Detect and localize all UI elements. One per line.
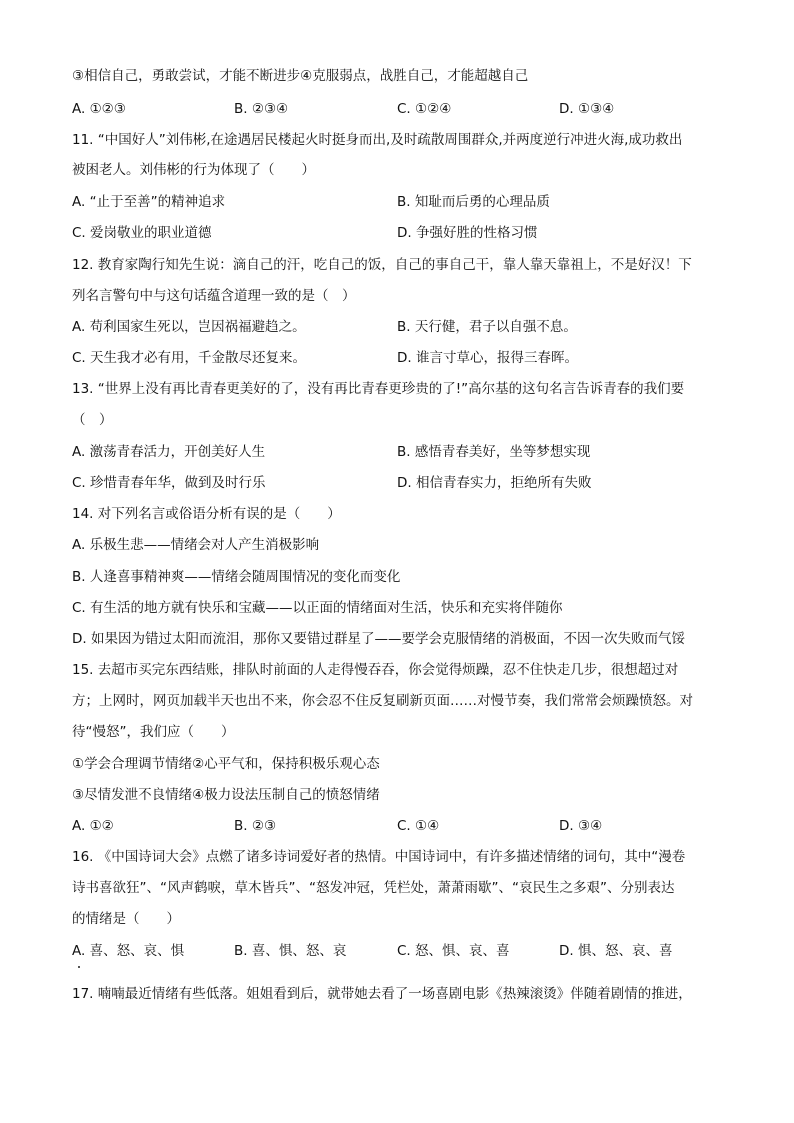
q16-option-c: C. 怒、惧、哀、喜 — [397, 943, 510, 959]
q14-option-b: B. 人逢喜事精神爽——情绪会随周围情况的变化而变化 — [72, 569, 401, 585]
q16-option-a: A. 喜、怒、哀、惧 — [72, 943, 185, 959]
q16-stem-line2: 诗书喜欲狂”、“风声鹤唳，草木皆兵”、“怒发冲冠，凭栏处，萧萧雨歇”、“哀民生之多艰”、分别表达 — [72, 880, 675, 896]
q12-option-a: A. 苟利国家生死以，岂因祸福避趋之。 — [72, 319, 306, 335]
q13-option-c: C. 珍惜青春年华，做到及时行乐 — [72, 475, 266, 491]
q11-stem-line1: 11. “中国好人”刘伟彬,在途遇居民楼起火时挺身而出,及时疏散周围群众,并两度逆行冲进火海,成功救出 — [72, 132, 683, 148]
q12-option-b: B. 天行健，君子以自强不息。 — [397, 319, 577, 335]
q13-option-a: A. 激荡青春活力，开创美好人生 — [72, 444, 266, 460]
q15-stem-line3: 待“慢怒”，我们应（ ） — [72, 724, 235, 740]
q14-option-c: C. 有生活的地方就有快乐和宝藏——以正面的情绪面对生活，快乐和充实将伴随你 — [72, 600, 563, 616]
q11-option-a: A. “止于至善”的精神追求 — [72, 194, 226, 210]
q16-stem-line1: 16. 《中国诗词大会》点燃了诸多诗词爱好者的热情。中国诗词中，有许多描述情绪的词句，其中“漫卷 — [72, 849, 686, 865]
q10-option-a: A. ①②③ — [72, 101, 126, 117]
q11-stem-line2: 被困老人。刘伟彬的行为体现了（ ） — [72, 162, 315, 178]
q15-option-d: D. ③④ — [559, 818, 603, 834]
q15-statement-1-2: ①学会合理调节情绪②心平气和，保持积极乐观心态 — [72, 756, 380, 772]
q13-stem-line1: 13. “世界上没有再比青春更美好的了，没有再比青春更珍贵的了!”高尔基的这句名言告诉青春的我们要 — [72, 381, 685, 397]
q16-option-d: D. 惧、怒、哀、喜 — [559, 943, 673, 959]
q10-option-d: D. ①③④ — [559, 101, 615, 117]
q13-stem-line2: （ ） — [72, 412, 113, 428]
q14-option-a: A. 乐极生悲——情绪会对人产生消极影响 — [72, 537, 320, 553]
q12-stem-line2: 列名言警句中与这句话蕴含道理一致的是（ ） — [72, 288, 356, 304]
q10-option-c: C. ①②④ — [397, 101, 452, 117]
q14-option-d: D. 如果因为错过太阳而流泪，那你又要错过群星了——要学会克服情绪的消极面，不因一次失败而气馁 — [72, 631, 685, 647]
q10-option-b: B. ②③④ — [234, 101, 289, 117]
q12-option-c: C. 天生我才必有用，千金散尽还复来。 — [72, 350, 307, 366]
q15-option-c: C. ①④ — [397, 818, 440, 834]
q15-option-a: A. ①② — [72, 818, 114, 834]
q16-stem-line3: 的情绪是（ ） — [72, 911, 180, 927]
q15-stem-line1: 15. 去超市买完东西结账，排队时前面的人走得慢吞吞，你会觉得烦躁，忍不住快走几步，很想超过对 — [72, 662, 679, 678]
q10-statement-3-4: ③相信自己，勇敢尝试，才能不断进步④克服弱点，战胜自己，才能超越自己 — [72, 68, 529, 84]
q15-stem-line2: 方；上网时，网页加载半天也出不来，你会忍不住反复刷新页面……对慢节奏，我们常常会烦躁愤怒。对 — [72, 693, 693, 709]
q14-stem-line1: 14. 对下列名言或俗语分析有误的是（ ） — [72, 506, 341, 522]
q15-statement-3-4: ③尽情发泄不良情绪④极力设法压制自己的愤怒情绪 — [72, 787, 380, 803]
q16-option-b: B. 喜、惧、怒、哀 — [234, 943, 347, 959]
q13-option-b: B. 感悟青春美好，坐等梦想实现 — [397, 444, 591, 460]
q13-option-d: D. 相信青春实力，拒绝所有失败 — [397, 475, 592, 491]
q11-option-b: B. 知耻而后勇的心理品质 — [397, 194, 550, 210]
q17-stem-line1: 17. 喃喃最近情绪有些低落。姐姐看到后，就带她去看了一场喜剧电影《热辣滚烫》伴随着剧情的推进， — [72, 986, 692, 1002]
q15-option-b: B. ②③ — [234, 818, 277, 834]
q12-stem-line1: 12. 教育家陶行知先生说：滴自己的汗，吃自己的饭，自己的事自己干，靠人靠天靠祖上，不是好汉！下 — [72, 257, 692, 273]
q12-option-d: D. 谁言寸草心，报得三春晖。 — [397, 350, 578, 366]
q11-option-c: C. 爱岗敬业的职业道德 — [72, 225, 212, 241]
stray-dot — [78, 966, 80, 968]
q11-option-d: D. 争强好胜的性格习惯 — [397, 225, 538, 241]
